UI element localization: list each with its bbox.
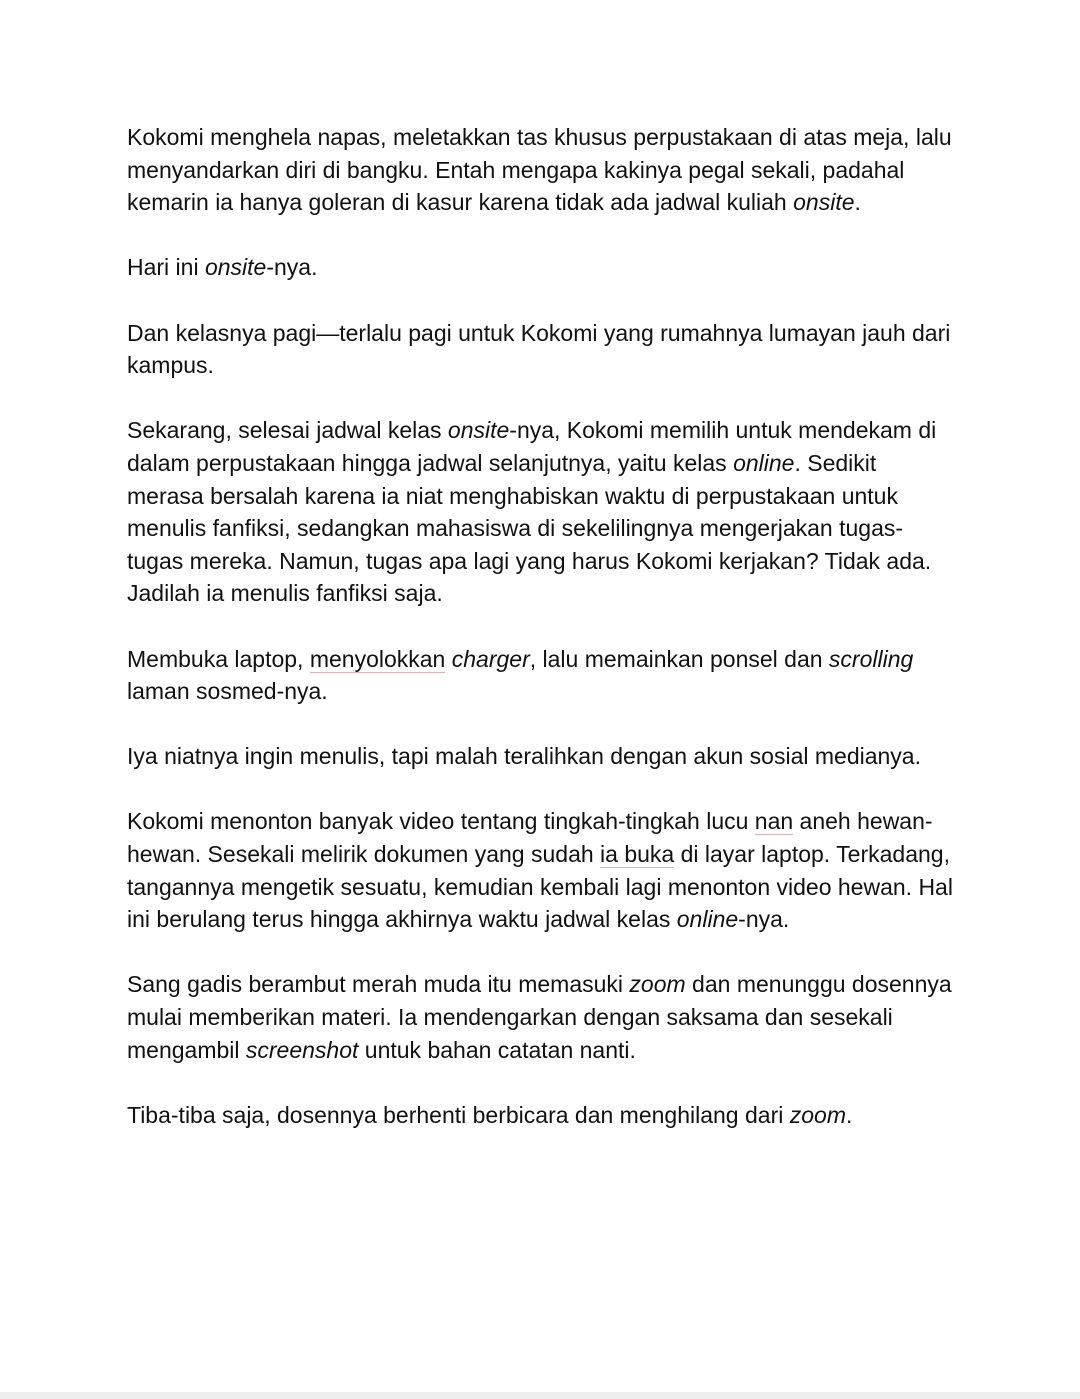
text-run: Sekarang, selesai jadwal kelas bbox=[127, 417, 448, 444]
italic-text: onsite bbox=[204, 254, 267, 281]
italic-text: online bbox=[676, 906, 739, 933]
paragraph bbox=[127, 251, 957, 284]
italic-text: zoom bbox=[789, 1101, 846, 1128]
text-run: dan menunggu dosennya mulai memberikan materi. Ia mendengarkan dengan saksama dan sesekali mengambil bbox=[127, 971, 952, 1063]
paragraph bbox=[127, 968, 957, 1066]
spellcheck-flagged-word: menyolokkan bbox=[309, 645, 446, 672]
text-run: Tiba-tiba saja, dosennya berhenti berbicara dan menghilang dari bbox=[127, 1101, 790, 1128]
paragraph bbox=[127, 317, 957, 382]
page-bottom-edge bbox=[0, 1392, 1080, 1399]
text-run: untuk bahan catatan nanti. bbox=[358, 1036, 636, 1063]
text-run: Hari ini bbox=[127, 254, 205, 281]
text-run: laman sosmed-nya. bbox=[127, 678, 328, 705]
italic-text: scrolling bbox=[828, 645, 914, 672]
spellcheck-flagged-word: nan bbox=[754, 808, 794, 835]
paragraph bbox=[127, 805, 957, 935]
text-run: di layar laptop. Terkadang, tangannya mengetik sesuatu, kemudian kembali lagi menonton video hewan. Hal ini berulang terus hingga akhirnya waktu jadwal kelas bbox=[127, 841, 953, 933]
text-run: . bbox=[854, 189, 861, 216]
text-run: -nya. bbox=[266, 254, 318, 281]
italic-text: onsite bbox=[793, 189, 855, 216]
italic-text: screenshot bbox=[245, 1036, 359, 1063]
text-run: -nya. bbox=[738, 906, 790, 933]
italic-text: zoom bbox=[629, 971, 686, 998]
text-run: -nya, Kokomi memilih untuk mendekam di dalam perpustakaan hingga jadwal selanjutnya, yaitu kelas bbox=[127, 417, 937, 476]
text-run: aneh hewan-hewan. Sesekali melirik dokumen yang sudah bbox=[127, 808, 933, 868]
paragraph bbox=[127, 1099, 957, 1132]
spellcheck-flagged-word: ia buka bbox=[600, 841, 675, 868]
paragraph bbox=[127, 740, 957, 773]
text-run: Kokomi menonton banyak video tentang tingkah-tingkah lucu bbox=[127, 808, 755, 835]
text-run: Sang gadis berambut merah muda itu memasuki bbox=[127, 971, 630, 998]
text-run: , lalu memainkan ponsel dan bbox=[529, 645, 829, 672]
text-run: Iya niatnya ingin menulis, tapi malah teralihkan dengan akun sosial medianya. bbox=[127, 743, 921, 770]
text-run: Membuka laptop, bbox=[127, 645, 310, 672]
text-run: Dan kelasnya pagi—terlalu pagi untuk Kokomi yang rumahnya lumayan jauh dari kampus. bbox=[127, 319, 951, 379]
text-run: . Sedikit merasa bersalah karena ia niat menghabiskan waktu di perpustakaan untuk menulis fanfiksi, sedangkan mahasiswa di sekelilingnya mengerjakan tugas-tugas mereka. Namun, tugas apa lagi yang harus Kokomi kerjakan? Tidak ada. Jadilah ia menulis fanfiksi saja. bbox=[127, 449, 932, 607]
paragraph bbox=[127, 121, 957, 219]
italic-text: online bbox=[733, 449, 795, 476]
text-run: Kokomi menghela napas, meletakkan tas khusus perpustakaan di atas meja, lalu menyandarkan diri di bangku. Entah mengapa kakinya pegal sekali, padahal kemarin ia hanya goleran di kasur karena tidak ada jadwal kuliah bbox=[127, 124, 952, 216]
italic-text: onsite bbox=[447, 417, 510, 444]
document-body bbox=[127, 121, 957, 1131]
text-run: . bbox=[845, 1101, 853, 1128]
paragraph bbox=[127, 414, 957, 610]
italic-text: charger bbox=[451, 645, 530, 672]
paragraph bbox=[127, 643, 957, 708]
